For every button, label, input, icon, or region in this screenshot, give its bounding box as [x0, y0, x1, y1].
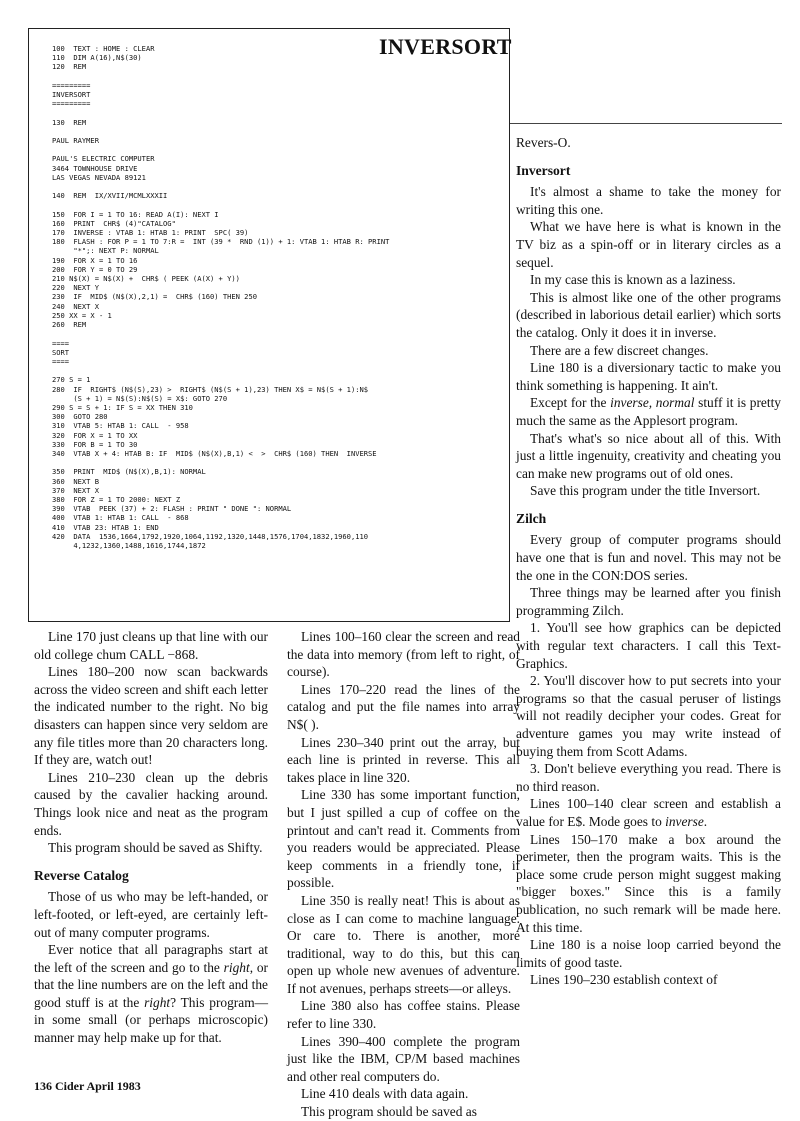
paragraph: Lines 210–230 clean up the debris caused by the cavalier hacking around. Things look nice and neat as the program ends. [34, 769, 268, 838]
program-listing: 100 TEXT : HOME : CLEAR 110 DIM A(16),N$(30) 120 REM ========= INVERSORT ========= 130 REM PAUL RAYMER PAUL'S ELECTRIC COMPUTER 3464 TOWNHOUSE DRIVE LAS VEGAS NEVADA 89121 140 REM IX/XVII/MCMLXXXII 150 FOR I = 1 TO 16: READ A(I): NEXT I 160 PRINT CHR$ (4)"CATALOG" 170 INVERSE : VTAB 1: HTAB 1: PRINT SPC( 39) 180 FLASH : FOR P = 1 TO 7:R = INT (39 * RND (1)) + 1: VTAB 1: HTAB R: PRINT "*";: NEXT P: NORMAL 190 FOR X = 1 TO 16 200 FOR Y = 0 TO 29 210 N$(X) = N$(X) + CHR$ ( PEEK (A(X) + Y)) 220 NEXT Y 230 IF MID$ (N$(X),2,1) = CHR$ (160) THEN 250 240 NEXT X 250 XX = X - 1 260 REM ==== SORT ==== 270 S = 1 280 IF RIGHT$ (N$(S),23) > RIGHT$ (N$(S + 1),23) THEN X$ = N$(S + 1):N$ (S + 1) = N$(S):N$(S) = X$: GOTO 270 290 S = S + 1: IF S = XX THEN 310 300 GOTO 280 310 VTAB 5: HTAB 1: CALL - 958 320 FOR X = 1 TO XX 330 FOR B = 1 TO 30 340 VTAB X + 4: HTAB B: IF MID$ (N$(X),B,1) < > CHR$ (160) THEN INVERSE 350 PRINT MID$ (N$(X),B,1): NORMAL 360 NEXT B 370 NEXT X 380 FOR Z = 1 TO 2000: NEXT Z 390 VTAB PEEK (37) + 2: FLASH : PRINT " DONE ": NORMAL 400 VTAB 1: HTAB 1: CALL - 868 410 VTAB 23: HTAB 1: END 420 DATA 1536,1664,1792,1920,1064,1192,1320,1448,1576,1704,1832,1960,110 4,1232,1360,1488,1616,1744,1872 [52, 44, 390, 550]
paragraph: Every group of computer programs should have one that is fun and novel. This may not be the one in the CON:DOS series. [516, 532, 781, 583]
article-column-2 [287, 628, 520, 1121]
paragraph: Lines 390–400 complete the program just like the IBM, CP/M based machines and other real computers do. [287, 1033, 520, 1084]
listing-title: INVERSORT [379, 34, 512, 59]
paragraph: This is almost like one of the other programs (described in laborious detail earlier) which sorts the catalog. Only it does it in inverse. [516, 289, 781, 340]
section-heading-zilch: Zilch [516, 510, 547, 526]
paragraph: 3. Don't believe everything you read. There is no third reason. [516, 761, 781, 794]
paragraph: This program should be saved as Shifty. [48, 840, 263, 856]
section-heading-inversort: Inversort [516, 162, 571, 178]
paragraph: Ever notice that all paragraphs start at the left of the screen and go to the right, or that the line numbers are on the left and the good stuff is at the right? This program—in some small (or perhaps microscopic) manner may help make up for that. [34, 942, 268, 1046]
paragraph: This program should be saved as [301, 1104, 477, 1120]
paragraph: Those of us who may be left-handed, or left-footed, or left-eyed, are certainly left-out of many computer programs. [34, 889, 268, 940]
paragraph: Lines 170–220 read the lines of the catalog and put the file names into array N$( ). [287, 681, 520, 732]
article-column-3 [516, 134, 781, 989]
paragraph: In my case this is known as a laziness. [530, 272, 736, 288]
paragraph: What we have here is what is known in the TV biz as a spin-off or in literary circles as a sequel. [516, 219, 781, 270]
paragraph: That's what's so nice about all of this. With just a little ingenuity, creativity and cheating you can make new programs out of old ones. [516, 430, 781, 481]
page-footer [34, 1079, 141, 1094]
column-divider-rule [510, 123, 782, 124]
section-heading-reverse-catalog: Reverse Catalog [34, 867, 129, 883]
page-number: 136 [34, 1079, 52, 1093]
paragraph: Line 380 also has coffee stains. Please refer to line 330. [287, 998, 520, 1032]
paragraph: Line 410 deals with data again. [301, 1086, 469, 1102]
paragraph: 2. You'll discover how to put secrets into your programs so that the casual peruser of listings will not readily decipher your codes. Great for adventure games you may write instead of buying them from Scott Adams. [516, 673, 781, 759]
paragraph: Lines 100–160 clear the screen and read the data into memory (from left to right, of course). [287, 629, 520, 680]
paragraph: Lines 150–170 make a box around the perimeter, then the program waits. This is the place some crude person might suggest making "bigger boxes." Since this is a family publication, no such remark will be made here. At this time. [516, 831, 781, 935]
paragraph: Revers-O. [516, 135, 571, 150]
paragraph: Except for the inverse, normal stuff it is pretty much the same as the Applesort program. [516, 395, 781, 428]
paragraph: Line 170 just cleans up that line with our old college chum CALL −868. [34, 629, 268, 662]
magazine-logo: Cider [55, 1079, 85, 1093]
paragraph: Lines 100–140 clear screen and establish a value for E$. Mode goes to inverse. [516, 796, 781, 829]
paragraph: There are a few discreet changes. [530, 342, 709, 358]
paragraph: Line 180 is a noise loop carried beyond the limits of good taste. [516, 937, 781, 970]
paragraph: Three things may be learned after you finish programming Zilch. [516, 585, 781, 618]
paragraph: Save this program under the title Inversort. [530, 483, 761, 499]
paragraph: Line 180 is a diversionary tactic to make you think something is happening. It ain't. [516, 360, 781, 393]
paragraph: Line 350 is really neat! This is about as close as I can come to machine language. Or care to. There is another, more traditional, way to do this, but this can open up whole new avenues of adventure. If not avenues, perhaps streets—or alleys. [287, 892, 520, 996]
paragraph: Lines 190–230 establish context of [530, 972, 718, 988]
paragraph: 1. You'll see how graphics can be depicted with regular text characters. I call this Text-Graphics. [516, 620, 781, 671]
paragraph: Lines 180–200 now scan backwards across the video screen and shift each letter the indicated number to the right. No big disasters can happen since very seldom are any file titles more than 20 characters long. If they are, watch out! [34, 664, 268, 768]
issue-date: April 1983 [86, 1079, 141, 1093]
paragraph: Line 330 has some important function, but I just spilled a cup of coffee on the printout and can't read it. Comments from you readers would be appreciated. Please keep comments in a friendly tone, if possible. [287, 787, 520, 891]
article-column-1 [34, 628, 268, 1047]
paragraph: It's almost a shame to take the money for writing this one. [516, 184, 781, 217]
paragraph: Lines 230–340 print out the array, but each line is printed in reverse. This all takes place in line 320. [287, 734, 520, 785]
